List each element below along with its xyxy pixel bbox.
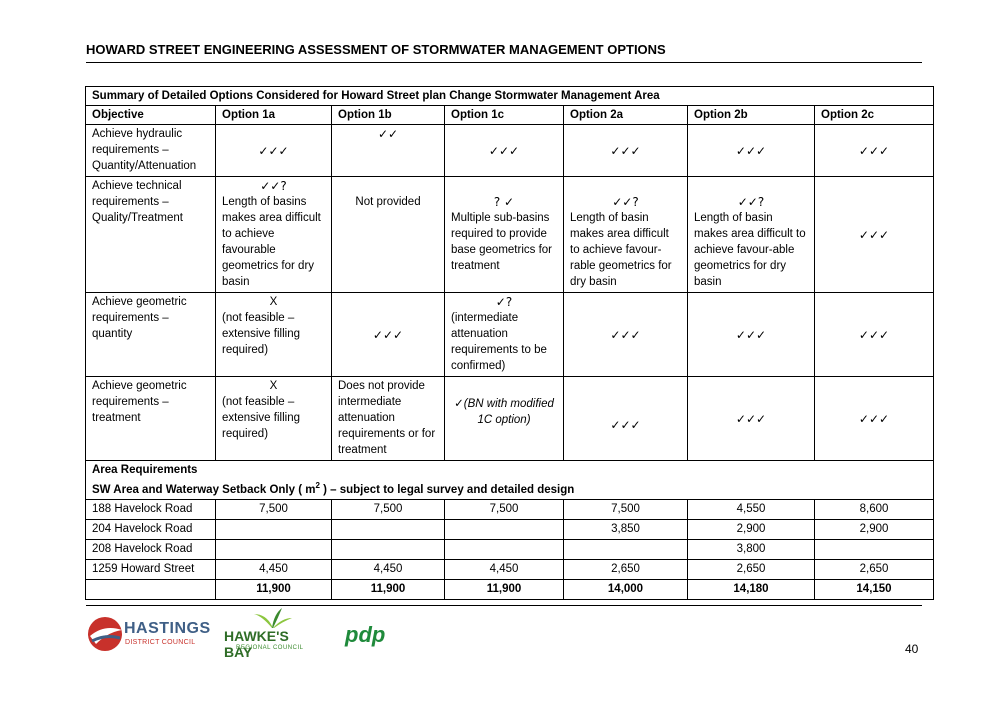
area-cell: 2,650 <box>688 559 815 579</box>
area-cell: 2,900 <box>815 519 934 539</box>
options-summary-table <box>85 86 934 600</box>
area-cell: 4,450 <box>332 559 445 579</box>
rating-mark: ✓✓? <box>737 195 765 209</box>
table-row <box>86 539 934 559</box>
rating-mark: X <box>269 380 278 392</box>
rating-mark: ✓? <box>495 295 513 309</box>
rating-note: Not provided <box>355 196 421 208</box>
objective-cell: Achieve geometric requirements – treatment <box>86 377 216 461</box>
rating-note: Length of basins makes area difficult to achieve favourable geometrics for dry basin <box>222 196 321 288</box>
area-cell: 7,500 <box>216 499 332 519</box>
rating-note: Multiple sub-basins required to provide base geometrics for treatment <box>451 212 552 272</box>
hastings-name: HASTINGS <box>124 620 211 637</box>
hastings-logo <box>86 614 211 654</box>
rating-note: Length of basin makes area difficult to achieve favour-rable geometrics for dry basin <box>570 212 672 288</box>
rating-cell <box>216 293 332 377</box>
area-cell <box>216 539 332 559</box>
rating-cell: ✓✓✓ <box>564 377 688 461</box>
total-cell: 14,180 <box>688 579 815 599</box>
area-cell <box>216 519 332 539</box>
area-cell: 8,600 <box>815 499 934 519</box>
header-rule <box>86 62 922 63</box>
rating-note: (not feasible – extensive filling required) <box>222 396 300 440</box>
objective-cell: Achieve geometric requirements – quantity <box>86 293 216 377</box>
table-header-row <box>86 106 934 125</box>
header-option-1c: Option 1c <box>445 106 564 125</box>
rating-cell <box>688 177 815 293</box>
rating-cell: ✓(BN with modified 1C option) <box>445 377 564 461</box>
site-cell: 204 Havelock Road <box>86 519 216 539</box>
area-cell <box>332 519 445 539</box>
area-cell <box>564 539 688 559</box>
area-cell: 4,450 <box>216 559 332 579</box>
page-number: 40 <box>905 642 919 656</box>
area-cell: 2,650 <box>564 559 688 579</box>
rating-cell <box>216 377 332 461</box>
rating-mark: X <box>269 296 278 308</box>
area-cell: 2,900 <box>688 519 815 539</box>
header-option-1b: Option 1b <box>332 106 445 125</box>
header-option-2a: Option 2a <box>564 106 688 125</box>
rating-cell: ✓✓✓ <box>332 293 445 377</box>
rating-note: (intermediate attenuation requirements to be confirmed) <box>451 312 547 372</box>
rating-cell: ✓✓✓ <box>688 293 815 377</box>
table-row <box>86 499 934 519</box>
header-option-2c: Option 2c <box>815 106 934 125</box>
page-title: HOWARD STREET ENGINEERING ASSESSMENT OF STORMWATER MANAGEMENT OPTIONS <box>86 42 666 57</box>
hastings-sub: DISTRICT COUNCIL <box>125 639 196 646</box>
area-cell: 4,550 <box>688 499 815 519</box>
area-cell <box>445 519 564 539</box>
objective-cell: Achieve hydraulic requirements – Quantity/Attenuation <box>86 125 216 177</box>
area-cell: 3,850 <box>564 519 688 539</box>
rating-cell <box>216 177 332 293</box>
objective-cell: Achieve technical requirements – Quality/Treatment <box>86 177 216 293</box>
rating-cell: ✓✓✓ <box>216 125 332 177</box>
rating-cell: ✓✓✓ <box>815 377 934 461</box>
area-cell: 7,500 <box>332 499 445 519</box>
hawkes-bay-sub: REGIONAL COUNCIL <box>236 645 304 651</box>
rating-note: (not feasible – extensive filling required) <box>222 312 300 356</box>
area-cell <box>445 539 564 559</box>
rating-cell: ✓✓✓ <box>688 377 815 461</box>
header-objective: Objective <box>86 106 216 125</box>
rating-cell <box>445 177 564 293</box>
footer-rule <box>86 605 922 606</box>
rating-cell: ✓✓✓ <box>815 177 934 293</box>
area-cell <box>815 539 934 559</box>
hawkes-bay-name: HAWKE'S BAY <box>224 628 289 660</box>
area-heading: Area Requirements <box>92 464 198 476</box>
area-cell: 7,500 <box>445 499 564 519</box>
rating-mark: ✓✓? <box>612 195 639 209</box>
totals-label-cell <box>86 579 216 599</box>
hastings-emblem-icon <box>86 614 126 654</box>
total-cell: 11,900 <box>216 579 332 599</box>
rating-cell: ✓✓✓ <box>564 293 688 377</box>
area-requirements-heading <box>86 461 934 500</box>
rating-cell: ✓✓✓ <box>688 125 815 177</box>
total-cell: 14,150 <box>815 579 934 599</box>
rating-cell: ✓✓✓ <box>564 125 688 177</box>
site-cell: 188 Havelock Road <box>86 499 216 519</box>
area-cell: 2,650 <box>815 559 934 579</box>
area-cell <box>332 539 445 559</box>
site-cell: 208 Havelock Road <box>86 539 216 559</box>
table-row <box>86 125 934 177</box>
table-row <box>86 377 934 461</box>
table-caption: Summary of Detailed Options Considered for Howard Street plan Change Stormwater Management Area <box>86 87 934 106</box>
header-option-1a: Option 1a <box>216 106 332 125</box>
rating-cell <box>445 293 564 377</box>
total-cell: 11,900 <box>445 579 564 599</box>
totals-row <box>86 579 934 599</box>
rating-mark: ✓✓? <box>260 179 287 193</box>
site-cell: 1259 Howard Street <box>86 559 216 579</box>
hawkes-bay-logo <box>224 608 314 660</box>
header-option-2b: Option 2b <box>688 106 815 125</box>
leaf-icon <box>252 608 292 628</box>
area-cell: 3,800 <box>688 539 815 559</box>
table-row <box>86 519 934 539</box>
area-cell: 7,500 <box>564 499 688 519</box>
pdp-logo: pdp <box>345 622 386 647</box>
total-cell: 11,900 <box>332 579 445 599</box>
rating-cell: Does not provide intermediate attenuation requirements or for treatment <box>332 377 445 461</box>
total-cell: 14,000 <box>564 579 688 599</box>
table-row <box>86 177 934 293</box>
table-row <box>86 293 934 377</box>
rating-cell <box>564 177 688 293</box>
rating-cell: ✓✓✓ <box>815 293 934 377</box>
rating-cell <box>332 177 445 293</box>
rating-note: Length of basin makes area difficult to achieve favour-able geometrics for dry basin <box>694 212 806 288</box>
area-cell: 4,450 <box>445 559 564 579</box>
rating-cell: ✓✓✓ <box>815 125 934 177</box>
area-subheading: SW Area and Waterway Setback Only ( $m^2$ ) – subject to legal survey and detailed design <box>92 481 575 496</box>
table-row <box>86 559 934 579</box>
rating-mark: ? ✓ <box>493 195 515 209</box>
rating-cell: ✓✓ <box>332 125 445 177</box>
rating-cell: ✓✓✓ <box>445 125 564 177</box>
